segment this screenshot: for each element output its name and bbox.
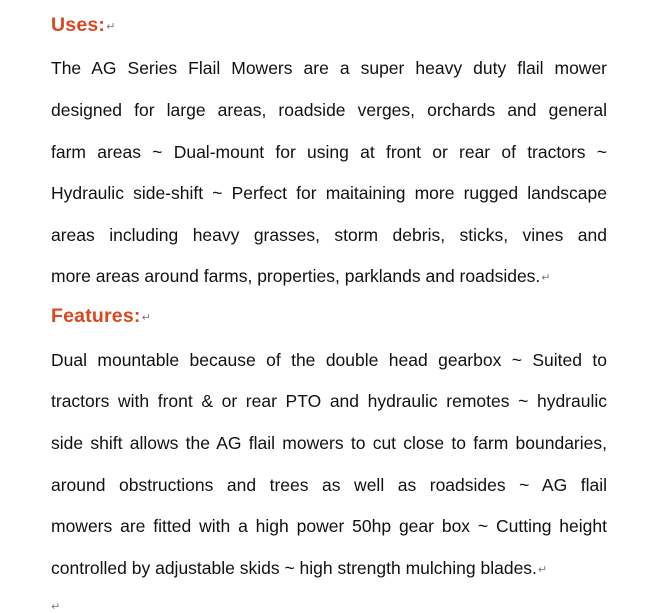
features-heading: Features: xyxy=(51,305,141,327)
paragraph-mark-icon: ↵ xyxy=(537,564,548,576)
features-line: mowers are fitted with a high power 50hp gear box ~ Cutting height xyxy=(51,516,607,536)
features-line-last xyxy=(51,558,607,580)
uses-line: Hydraulic side-shift ~ Perfect for maitaining more rugged landscape xyxy=(51,183,607,203)
uses-heading-line xyxy=(51,14,116,37)
uses-line: The AG Series Flail Mowers are a super heavy duty flail mower xyxy=(51,58,607,78)
features-line: Dual mountable because of the double head gearbox ~ Suited to xyxy=(51,350,607,370)
uses-line-last xyxy=(51,266,607,288)
paragraph-mark-icon: ↵ xyxy=(541,272,551,284)
paragraph-mark-icon: ↵ xyxy=(106,21,116,33)
paragraph-mark-icon: ↵ xyxy=(51,601,61,613)
uses-line: designed for large areas, roadside verges, orchards and general xyxy=(51,100,607,120)
features-line: tractors with front & or rear PTO and hydraulic remotes ~ hydraulic xyxy=(51,391,607,411)
features-line: side shift allows the AG flail mowers to cut close to farm boundaries, xyxy=(51,433,607,453)
features-line: around obstructions and trees as well as roadsides ~ AG flail xyxy=(51,475,607,495)
features-line-text: controlled by adjustable skids ~ high strength mulching blades. xyxy=(51,558,537,578)
uses-line: areas including heavy grasses, storm debris, sticks, vines and xyxy=(51,225,607,245)
uses-heading: Uses: xyxy=(51,14,106,36)
features-heading-line xyxy=(51,305,151,328)
uses-line: farm areas ~ Dual-mount for using at front or rear of tractors ~ xyxy=(51,142,607,162)
uses-line-text: more areas around farms, properties, parklands and roadsides. xyxy=(51,266,541,286)
paragraph-mark-icon: ↵ xyxy=(141,312,152,324)
